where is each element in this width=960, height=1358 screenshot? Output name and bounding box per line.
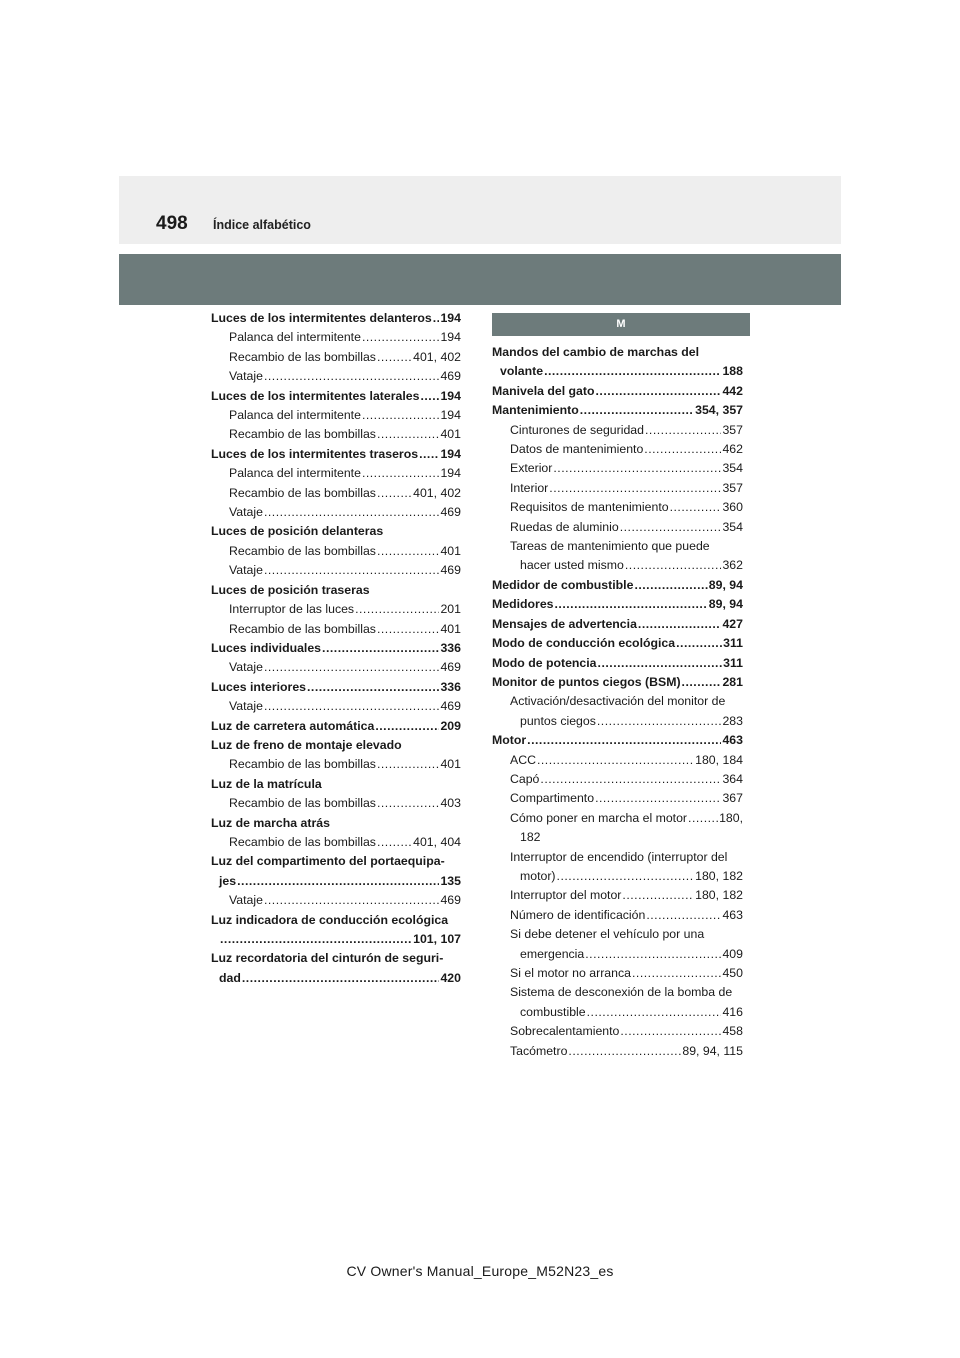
index-entry [211, 911, 461, 930]
index-page-ref: 469 [440, 505, 461, 520]
dot-leader [362, 464, 440, 483]
dot-leader [237, 872, 439, 891]
index-entry [211, 814, 461, 833]
index-page-ref: 367 [722, 791, 743, 806]
index-term: Interruptor del motor [510, 888, 622, 903]
dot-leader [420, 387, 439, 406]
index-subentry [211, 328, 461, 347]
dot-leader [634, 576, 707, 595]
index-term: Luces individuales [211, 640, 322, 655]
index-page-ref: 180, [719, 810, 743, 825]
dot-leader [580, 401, 694, 420]
header-band [119, 176, 841, 244]
dot-leader [264, 561, 440, 580]
dot-leader [377, 542, 440, 561]
index-subentry [492, 421, 743, 440]
dot-leader [620, 518, 722, 537]
index-entry [211, 309, 461, 328]
index-subentry [492, 906, 743, 925]
index-term: Luces interiores [211, 679, 306, 694]
section-title: Índice alfabético [213, 218, 311, 232]
index-term: Recambio de las bombillas [229, 427, 376, 442]
index-term: jes [219, 873, 237, 888]
dot-leader [355, 600, 439, 619]
index-entry [492, 731, 743, 750]
index-subentry [211, 406, 461, 425]
index-page-ref: 311 [723, 655, 743, 670]
dot-leader [670, 498, 722, 517]
dot-leader [620, 1022, 721, 1041]
index-page-ref: 401, 402 [413, 485, 461, 500]
index-term: Palanca del intermitente [229, 330, 361, 345]
index-page-ref: 442 [722, 383, 743, 398]
dot-leader [242, 969, 440, 988]
index-term: Vataje [229, 893, 263, 908]
index-entry [492, 343, 743, 362]
index-entry [211, 639, 461, 658]
index-term: Datos de mantenimiento [510, 442, 644, 457]
index-term: Requisitos de mantenimiento [510, 500, 669, 515]
index-page-ref: 354 [722, 519, 743, 534]
index-term: ACC [510, 752, 536, 767]
index-term: Recambio de las bombillas [229, 796, 376, 811]
index-term: combustible [520, 1004, 586, 1019]
index-subentry [211, 794, 461, 813]
index-subentry-continuation [492, 1003, 743, 1022]
index-subentry [492, 809, 743, 828]
dot-leader [264, 891, 440, 910]
index-term: puntos ciegos [520, 713, 596, 728]
index-term: Vataje [229, 369, 263, 384]
dot-leader [540, 770, 721, 789]
dot-leader [544, 362, 721, 381]
index-page-ref: 180, 182 [695, 888, 743, 903]
index-page-ref: 180, 182 [695, 868, 743, 883]
index-term: Capó [510, 771, 540, 786]
index-subentry [492, 692, 743, 711]
index-page-ref: 469 [440, 660, 461, 675]
index-subentry [211, 755, 461, 774]
index-term: Mandos del cambio de marchas del [492, 345, 700, 359]
index-entry [492, 615, 743, 634]
index-subentry [492, 1022, 743, 1041]
index-term: Si el motor no arranca [510, 966, 631, 980]
index-entry [211, 581, 461, 600]
index-page-ref: 401 [440, 427, 461, 442]
dot-leader [377, 484, 412, 503]
index-subentry [211, 891, 461, 910]
index-entry [211, 852, 461, 871]
index-entry [492, 654, 743, 673]
index-term: Vataje [229, 699, 263, 714]
index-term: Recambio de las bombillas [229, 834, 376, 849]
index-subentry [211, 425, 461, 444]
dot-leader [377, 425, 440, 444]
index-page-ref: 194 [440, 311, 461, 325]
index-page-ref: 401, 404 [413, 834, 461, 849]
index-subentry [211, 464, 461, 483]
index-subentry [492, 983, 743, 1002]
index-term: Luces de posición traseras [211, 582, 370, 597]
index-entry-continuation [492, 362, 743, 381]
index-term: Tacómetro [510, 1043, 568, 1058]
index-page-ref: 336 [440, 679, 461, 694]
index-term: Ruedas de aluminio [510, 519, 619, 534]
dot-leader [264, 697, 440, 716]
index-page-ref: 450 [722, 966, 743, 980]
dot-leader [377, 348, 412, 367]
index-term: Número de identificación [510, 907, 646, 922]
index-term: Interior [510, 480, 549, 495]
index-subentry [211, 658, 461, 677]
dot-leader [688, 809, 718, 828]
index-term: Modo de conducción ecológica [492, 636, 676, 651]
index-subentry [492, 751, 743, 770]
index-subentry-continuation [492, 828, 743, 847]
index-page-ref: 354, 357 [695, 403, 743, 418]
index-entry [492, 401, 743, 420]
dot-leader [433, 309, 440, 328]
index-subentry [492, 440, 743, 459]
index-page-ref: 401 [440, 621, 461, 636]
index-entry-continuation [211, 930, 461, 949]
index-term: Cómo poner en marcha el motor [510, 810, 688, 825]
index-term: Luz recordatoria del cinturón de seguri- [211, 951, 444, 966]
index-subentry [211, 367, 461, 386]
index-page-ref: 427 [722, 616, 743, 631]
dot-leader [362, 406, 440, 425]
index-entry [211, 775, 461, 794]
index-subentry [211, 503, 461, 522]
index-subentry [492, 518, 743, 537]
dot-leader [375, 717, 439, 736]
index-term: dad [219, 970, 241, 985]
index-term: Luces de los intermitentes laterales [211, 388, 420, 403]
index-page-ref: 458 [722, 1024, 743, 1039]
dot-leader [585, 945, 721, 964]
index-term: Luces de los intermitentes traseros [211, 446, 419, 461]
index-subentry [492, 459, 743, 478]
index-page-ref: 311 [723, 636, 743, 651]
index-page-ref: 357 [722, 422, 743, 437]
dot-leader [682, 673, 722, 692]
index-subentry [211, 542, 461, 561]
index-term: Interruptor de las luces [229, 602, 355, 617]
dot-leader [553, 459, 721, 478]
index-subentry-continuation [492, 945, 743, 964]
dot-leader [597, 712, 722, 731]
index-term: Exterior [510, 461, 553, 476]
index-page-ref: 403 [440, 796, 461, 811]
index-page-ref: 360 [722, 500, 743, 515]
index-term: Si debe detener el vehículo por una [510, 927, 705, 942]
index-term: Mantenimiento [492, 403, 579, 418]
index-term: Compartimento [510, 791, 595, 806]
index-subentry-continuation [492, 867, 743, 886]
dot-leader [264, 367, 440, 386]
index-page-ref: 180, 184 [695, 752, 743, 767]
index-entry [492, 576, 743, 595]
dot-leader [632, 964, 721, 983]
index-page-ref: 336 [440, 640, 461, 655]
index-page-ref: 362 [722, 558, 743, 573]
index-entry [211, 445, 461, 464]
index-term: Medidores [492, 597, 554, 612]
index-page-ref: 364 [722, 771, 743, 786]
index-subentry [492, 770, 743, 789]
dot-leader [549, 479, 721, 498]
dot-leader [264, 658, 440, 677]
index-term: Luz de freno de montaje elevado [211, 737, 402, 752]
index-subentry [211, 697, 461, 716]
dot-leader [377, 620, 440, 639]
dot-leader [596, 382, 722, 401]
index-subentry-continuation [492, 712, 743, 731]
index-page-ref: 354 [722, 461, 743, 476]
index-subentry [211, 620, 461, 639]
index-term: Recambio de las bombillas [229, 349, 376, 364]
index-subentry [492, 1042, 743, 1061]
index-term: Palanca del intermitente [229, 408, 361, 423]
dot-leader [264, 503, 440, 522]
index-term: emergencia [520, 946, 585, 961]
index-term: Sobrecalentamiento [510, 1024, 620, 1039]
index-entry-continuation [211, 969, 461, 988]
index-entry [211, 717, 461, 736]
dot-leader [557, 867, 695, 886]
index-page-ref: 469 [440, 893, 461, 908]
index-page-ref: 463 [722, 907, 743, 922]
index-page-ref: 462 [722, 442, 743, 457]
dot-leader [537, 751, 694, 770]
index-subentry [492, 537, 743, 556]
index-term: Vataje [229, 660, 263, 675]
footer-document-id: CV Owner's Manual_Europe_M52N23_es [346, 1263, 614, 1279]
index-page-ref: 420 [440, 970, 461, 985]
index-page-ref: 89, 94 [708, 577, 743, 592]
index-page-ref: 463 [722, 733, 743, 748]
index-page-ref: 194 [440, 330, 461, 345]
dot-leader [307, 678, 439, 697]
index-subentry [211, 833, 461, 852]
index-term: Monitor de puntos ciegos (BSM) [492, 674, 681, 689]
dot-leader [622, 886, 694, 905]
index-page-ref: 281 [722, 674, 743, 689]
section-band [119, 254, 841, 305]
dot-leader [322, 639, 439, 658]
index-term: motor) [520, 868, 556, 883]
index-page-ref: 194 [440, 466, 461, 481]
dot-leader [676, 634, 722, 653]
index-term: Mensajes de advertencia [492, 616, 637, 631]
index-term: Luz indicadora de conducción ecológica [211, 912, 449, 927]
index-subentry-continuation [492, 556, 743, 575]
index-entry [211, 736, 461, 755]
index-term: Activación/desactivación del monitor de [510, 694, 726, 709]
index-subentry [211, 561, 461, 580]
index-entry [211, 678, 461, 697]
index-entry [211, 387, 461, 406]
index-column-left [211, 309, 461, 988]
index-entry [211, 949, 461, 968]
index-term: Palanca del intermitente [229, 466, 361, 481]
index-page-ref: 357 [722, 480, 743, 495]
index-term: Manivela del gato [492, 383, 595, 398]
page-number: 498 [156, 213, 188, 234]
index-term: Recambio de las bombillas [229, 485, 376, 500]
dot-leader [598, 654, 723, 673]
dot-leader [645, 421, 721, 440]
index-page-ref: 469 [440, 369, 461, 384]
dot-leader [527, 731, 721, 750]
index-term: Luz de marcha atrás [211, 815, 330, 830]
index-subentry [211, 348, 461, 367]
index-subentry [492, 848, 743, 867]
index-subentry [492, 964, 743, 983]
index-page-ref: 201 [440, 602, 461, 617]
index-page-ref: 209 [440, 718, 461, 733]
dot-leader [377, 755, 440, 774]
index-term: Recambio de las bombillas [229, 543, 376, 558]
index-page-ref: 401 [440, 543, 461, 558]
index-page-ref: 89, 94 [708, 597, 743, 612]
index-entry [211, 522, 461, 541]
index-page-ref: 409 [722, 946, 743, 961]
index-subentry [211, 600, 461, 619]
dot-leader [638, 615, 722, 634]
index-entry [492, 634, 743, 653]
index-entry [492, 595, 743, 614]
dot-leader [595, 789, 721, 808]
index-page-ref: 283 [722, 713, 743, 728]
index-term: Cinturones de seguridad [510, 422, 644, 437]
dot-leader [377, 833, 412, 852]
index-entry [492, 382, 743, 401]
index-subentry [492, 789, 743, 808]
index-page-ref: 401, 402 [413, 349, 461, 364]
index-term: Medidor de combustible [492, 577, 634, 592]
index-page-ref: 401 [440, 757, 461, 772]
dot-leader [220, 930, 412, 949]
index-page-ref: 194 [440, 388, 461, 403]
index-term: hacer usted mismo [520, 558, 624, 573]
index-page-ref: 194 [440, 446, 461, 461]
dot-leader [419, 445, 439, 464]
index-term: Luz del compartimento del portaequipa- [211, 854, 445, 869]
index-term: Vataje [229, 505, 263, 520]
index-term: Luces de posición delanteras [211, 524, 384, 539]
dot-leader [377, 794, 440, 813]
index-term: Interruptor de encendido (interruptor del [510, 849, 728, 864]
index-page-ref: 469 [440, 563, 461, 578]
index-column-right [492, 343, 743, 1061]
index-subentry [492, 886, 743, 905]
index-subentry [211, 484, 461, 503]
dot-leader [625, 556, 722, 575]
dot-leader [555, 595, 708, 614]
index-page-ref: 89, 94, 115 [682, 1043, 743, 1058]
dot-leader [646, 906, 721, 925]
index-term: Motor [492, 733, 527, 748]
index-entry [492, 673, 743, 692]
dot-leader [362, 328, 440, 347]
index-term: Recambio de las bombillas [229, 757, 376, 772]
dot-leader [587, 1003, 722, 1022]
index-term: volante [500, 364, 544, 379]
index-page-ref: 135 [440, 873, 461, 888]
index-page-ref: 194 [440, 408, 461, 423]
index-term: Luces de los intermitentes delanteros [211, 311, 432, 325]
index-term: Recambio de las bombillas [229, 621, 376, 636]
index-page-ref: 101, 107 [413, 932, 461, 946]
index-term: Sistema de desconexión de la bomba de [510, 985, 733, 1000]
index-letter-heading: M [492, 313, 750, 336]
index-term: Vataje [229, 563, 263, 578]
index-subentry [492, 925, 743, 944]
index-term: Luz de la matrícula [211, 776, 322, 791]
index-term: 182 [520, 830, 541, 845]
index-term: Luz de carretera automática [211, 718, 375, 733]
dot-leader [568, 1042, 681, 1061]
index-subentry [492, 498, 743, 517]
index-page-ref: 469 [440, 699, 461, 714]
index-page-ref: 188 [722, 364, 743, 379]
index-entry-continuation [211, 872, 461, 891]
index-term: Tareas de mantenimiento que puede [510, 539, 710, 554]
index-subentry [492, 479, 743, 498]
index-page-ref: 416 [722, 1004, 743, 1019]
index-term: Modo de potencia [492, 655, 597, 670]
dot-leader [644, 440, 721, 459]
